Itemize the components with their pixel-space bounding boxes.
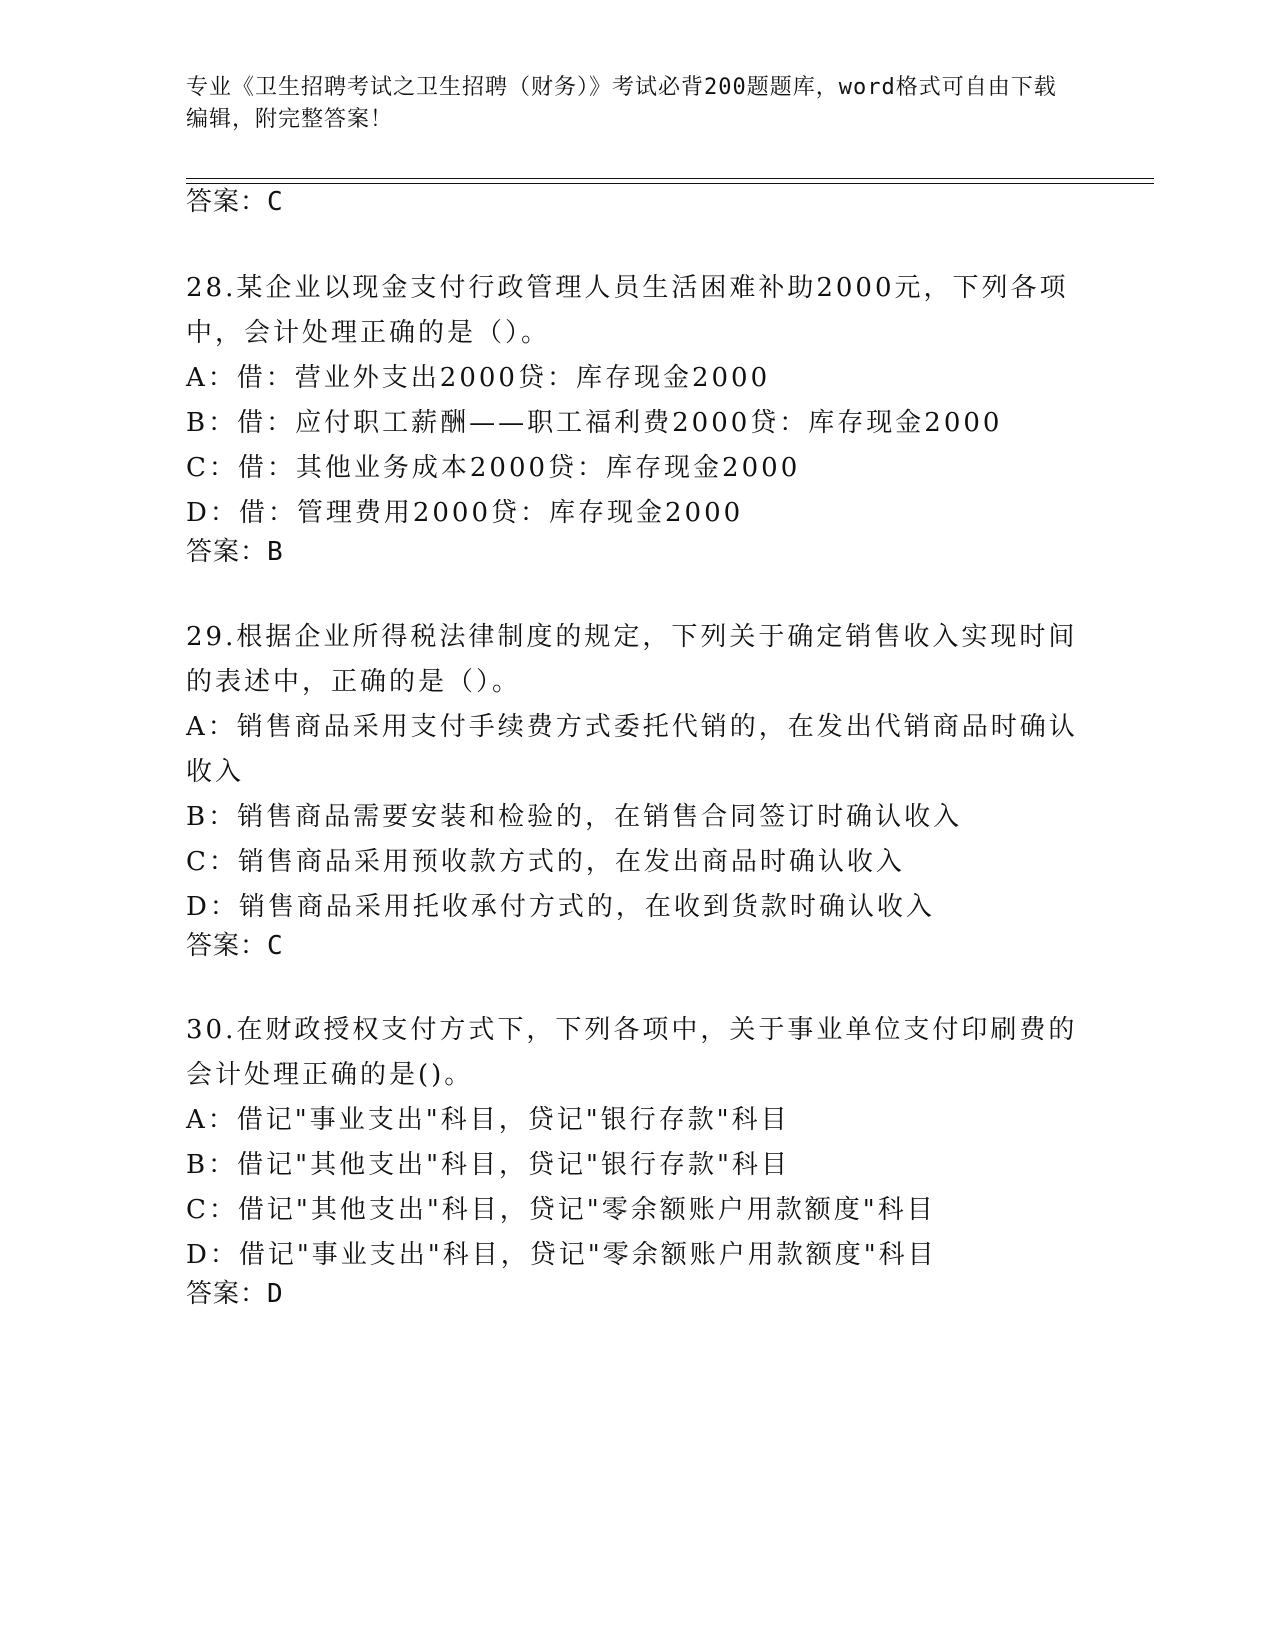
- option-c: C：借记"其他支出"科目，贷记"零余额账户用款额度"科目: [186, 1195, 936, 1225]
- question-stem: 29.根据企业所得税法律制度的规定，下列关于确定销售收入实现时间的表述中，正确的是（）。: [186, 622, 1078, 697]
- option-a: A：借：营业外支出2000贷：库存现金2000: [186, 363, 771, 393]
- document-header: 专业《卫生招聘考试之卫生招聘（财务）》考试必背200题题库，word格式可自由下载编辑，附完整答案！: [186, 75, 1057, 132]
- option-d: D：销售商品采用托收承付方式的，在收到货款时确认收入: [186, 892, 935, 922]
- header-divider-top: [186, 178, 1154, 179]
- question-stem: 28.某企业以现金支付行政管理人员生活困难补助2000元，下列各项中，会计处理正确的是（）。: [186, 273, 1069, 348]
- question-29: [186, 615, 1086, 930]
- question-30-answer: 答案：D: [186, 1279, 284, 1309]
- question-28: [186, 266, 1086, 536]
- question-29-answer: 答案：C: [186, 931, 284, 961]
- option-c: C：借：其他业务成本2000贷：库存现金2000: [186, 453, 801, 483]
- previous-answer: 答案：C: [186, 187, 284, 217]
- option-d: D：借记"事业支出"科目，贷记"零余额账户用款额度"科目: [186, 1240, 937, 1270]
- header-divider-bottom: [186, 183, 1154, 184]
- question-28-answer: 答案：B: [186, 537, 284, 567]
- option-c: C：销售商品采用预收款方式的，在发出商品时确认收入: [186, 847, 905, 877]
- option-b: B：借记"其他支出"科目，贷记"银行存款"科目: [186, 1150, 790, 1180]
- question-stem: 30.在财政授权支付方式下，下列各项中，关于事业单位支付印刷费的会计处理正确的是()。: [186, 1015, 1078, 1090]
- option-a: A：销售商品采用支付手续费方式委托代销的，在发出代销商品时确认收入: [186, 712, 1078, 787]
- question-30: [186, 1008, 1086, 1278]
- option-b: B：销售商品需要安装和检验的，在销售合同签订时确认收入: [186, 802, 963, 832]
- option-b: B：借：应付职工薪酬——职工福利费2000贷：库存现金2000: [186, 408, 1003, 438]
- option-d: D：借：管理费用2000贷：库存现金2000: [186, 498, 744, 528]
- option-a: A：借记"事业支出"科目，贷记"银行存款"科目: [186, 1105, 790, 1135]
